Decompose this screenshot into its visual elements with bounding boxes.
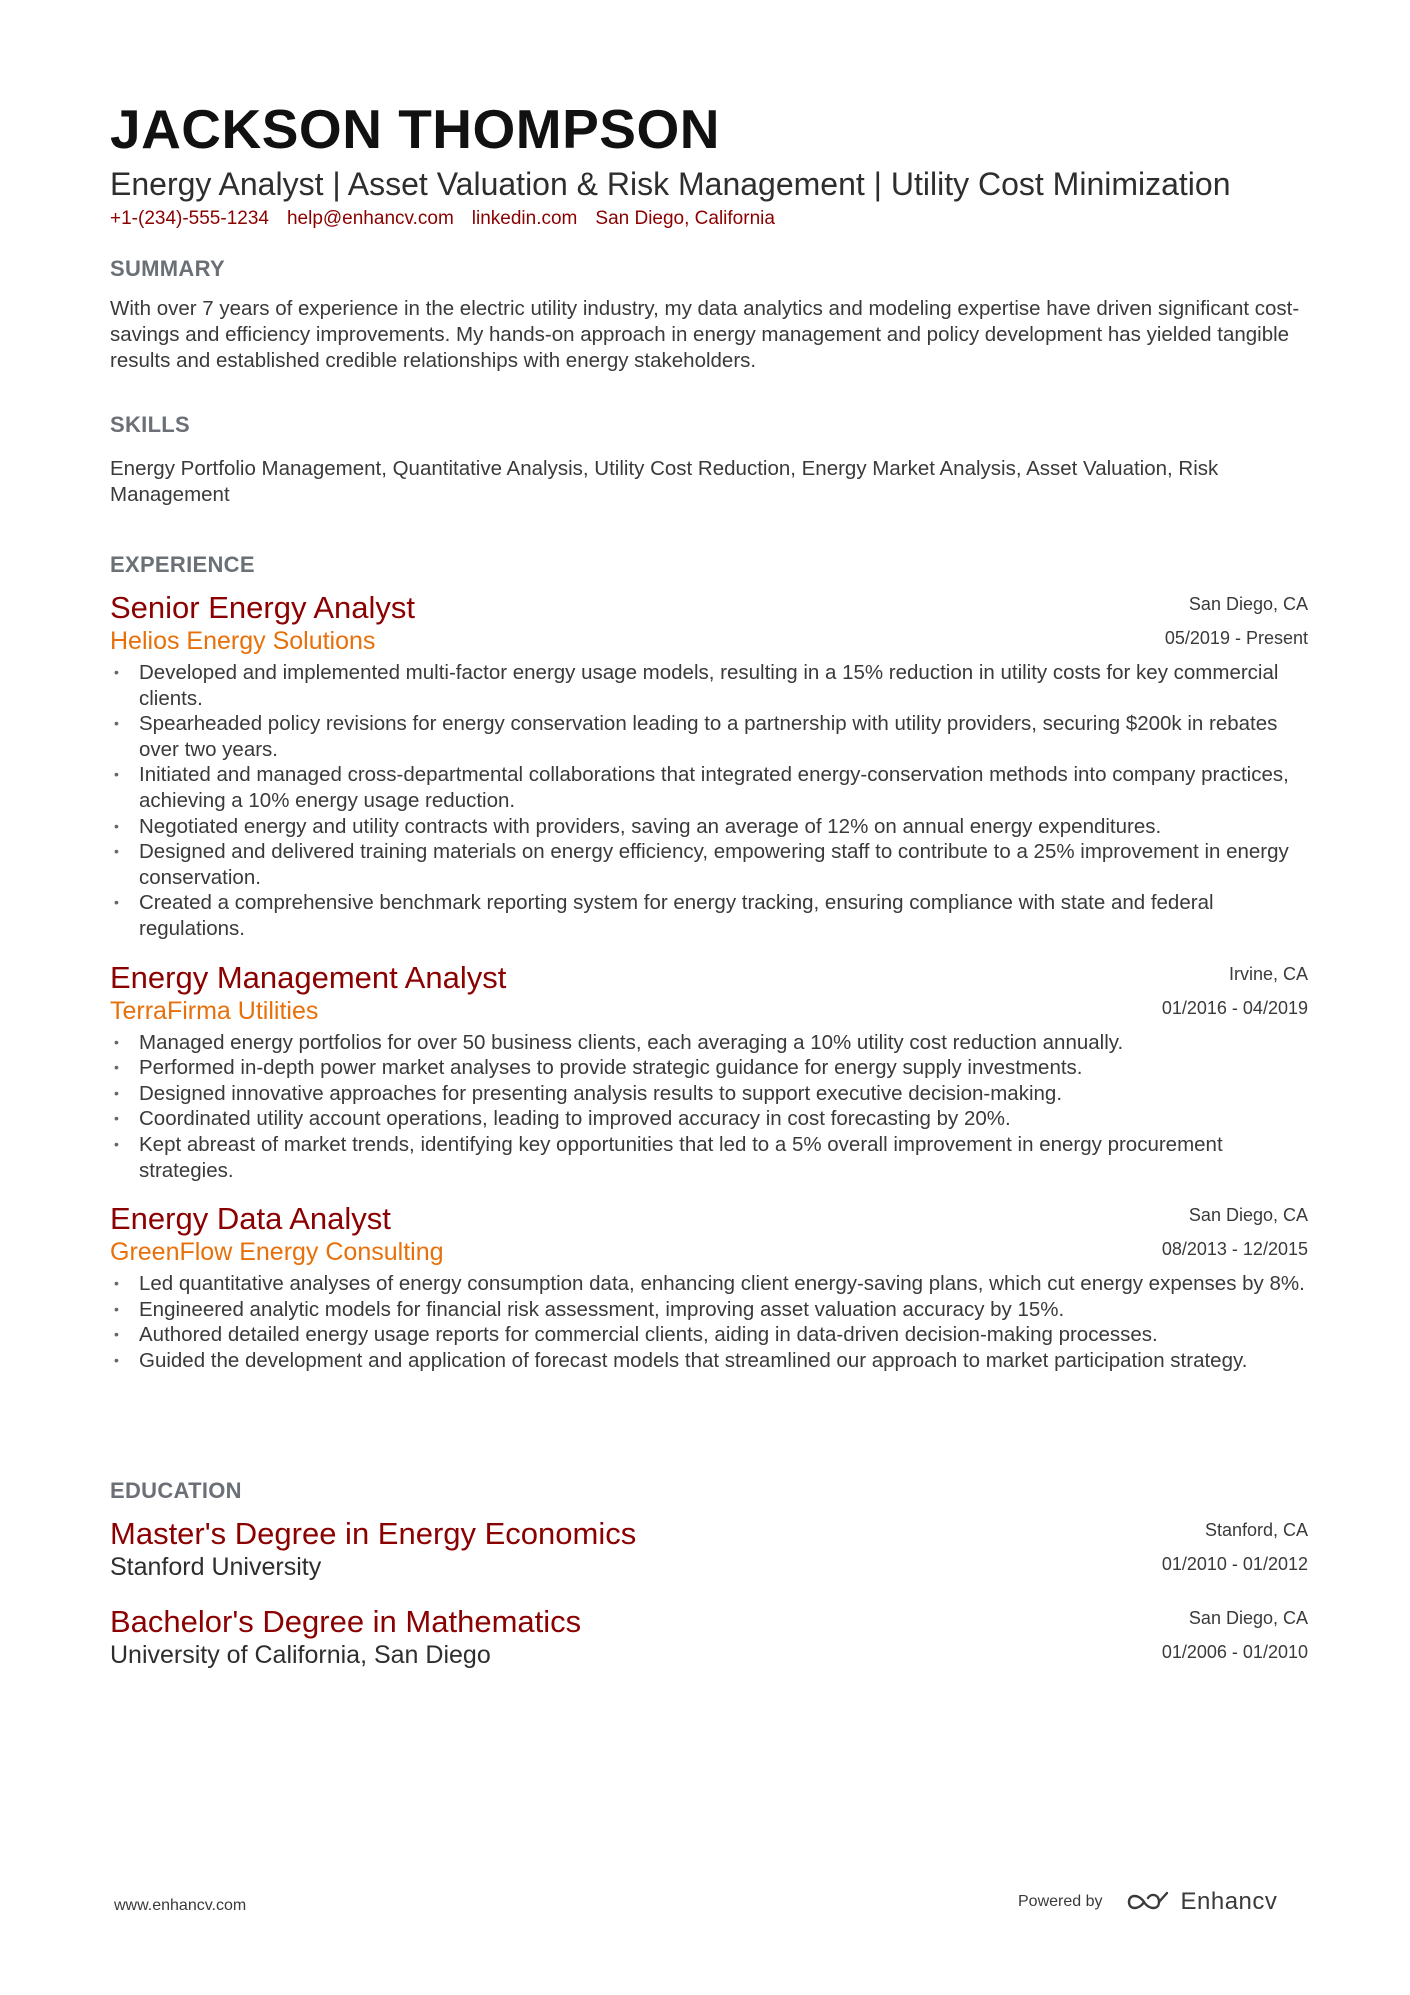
entry-dates: 01/2006 - 01/2010	[1161, 1642, 1308, 1662]
company-name: Helios Energy Solutions	[110, 627, 376, 655]
section-title-summary: SUMMARY	[110, 256, 225, 281]
entry-location: San Diego, CA	[1188, 594, 1308, 614]
company-name: GreenFlow Energy Consulting	[110, 1238, 444, 1267]
summary-text: With over 7 years of experience in the electric utility industry, my data analytics and modeling expertise have driven significant cost-savings and efficiency improvements. My hands-on approach in energy management and policy development has yielded tangible results and established credible relationships with energy stakeholders.	[110, 297, 1300, 372]
job-bullet: • Initiated and managed cross-departmental collaborations that integrated energy-conservation methods into company practices, achieving a 10% energy usage reduction.	[110, 762, 1308, 813]
entry-location: Irvine, CA	[1228, 963, 1308, 984]
powered-by-label: Powered by	[1018, 1893, 1103, 1910]
entry-dates: 01/2016 - 04/2019	[1161, 997, 1308, 1018]
experience-section	[110, 552, 1308, 1373]
job-bullets	[110, 660, 1308, 942]
section-title-experience: EXPERIENCE	[110, 552, 255, 577]
experience-entry	[110, 960, 1308, 1184]
candidate-name: JACKSON THOMPSON	[110, 98, 720, 160]
job-bullet: • Led quantitative analyses of energy consumption data, enhancing client energy-saving plans, which cut energy expenses by 8%.	[110, 1271, 1308, 1297]
job-bullet: • Negotiated energy and utility contracts with providers, saving an average of 12% on annual energy expenditures.	[110, 814, 1308, 840]
section-title-education: EDUCATION	[110, 1478, 242, 1503]
footer-website[interactable]: www.enhancv.com	[114, 1897, 247, 1914]
skills-section	[110, 412, 1308, 508]
entry-dates: 05/2019 - Present	[1164, 628, 1308, 648]
entry-location: Stanford, CA	[1204, 1520, 1308, 1540]
experience-entry	[110, 1201, 1308, 1373]
education-section	[110, 1478, 1308, 1670]
job-bullet: • Designed and delivered training materials on energy efficiency, empowering staff to contribute to a 25% improvement in energy conservation.	[110, 839, 1308, 890]
resume-page	[110, 96, 1308, 1669]
job-bullet: • Developed and implemented multi-factor energy usage models, resulting in a 15% reduction in utility costs for key commercial clients.	[110, 660, 1308, 711]
experience-entry	[110, 590, 1308, 942]
job-bullet: • Kept abreast of market trends, identifying key opportunities that led to a 5% overall improvement in energy procurement strategies.	[110, 1132, 1308, 1183]
brand-name: Enhancv	[1180, 1888, 1278, 1915]
job-bullet: • Authored detailed energy usage reports for commercial clients, aiding in data-driven decision-making processes.	[110, 1322, 1308, 1348]
school-name: Stanford University	[110, 1553, 322, 1581]
job-bullet: • Spearheaded policy revisions for energy conservation leading to a partnership with utility providers, securing $200k in rebates over two years.	[110, 711, 1308, 762]
degree-title: Master's Degree in Energy Economics	[110, 1516, 637, 1551]
degree-title: Bachelor's Degree in Mathematics	[110, 1604, 582, 1639]
education-entry	[110, 1604, 1308, 1670]
job-title: Energy Data Analyst	[110, 1201, 391, 1237]
school-name: University of California, San Diego	[110, 1641, 491, 1669]
job-bullet: • Performed in-depth power market analyses to provide strategic guidance for energy supply investments.	[110, 1055, 1308, 1081]
contact-info	[110, 208, 1308, 230]
candidate-headline: Energy Analyst | Asset Valuation & Risk Management | Utility Cost Minimization	[110, 166, 1231, 202]
job-bullet: • Engineered analytic models for financial risk assessment, improving asset valuation accuracy by 15%.	[110, 1297, 1308, 1323]
contact-linkedin[interactable]: linkedin.com	[471, 208, 578, 229]
contact-phone[interactable]: +1-(234)-555-1234	[110, 208, 269, 229]
section-title-skills: SKILLS	[110, 412, 191, 437]
entry-location: San Diego, CA	[1188, 1608, 1308, 1628]
job-bullets	[110, 1271, 1308, 1373]
company-name: TerraFirma Utilities	[110, 996, 319, 1025]
brand-logo[interactable]	[1125, 1888, 1278, 1916]
job-bullet: • Managed energy portfolios for over 50 business clients, each averaging a 10% utility cost reduction annually.	[110, 1030, 1308, 1056]
infinity-logo-icon	[1125, 1889, 1171, 1915]
entry-dates: 08/2013 - 12/2015	[1161, 1239, 1308, 1260]
contact-location: San Diego, California	[595, 208, 775, 229]
job-title: Energy Management Analyst	[110, 959, 507, 995]
entry-dates: 01/2010 - 01/2012	[1161, 1554, 1308, 1574]
skills-text: Energy Portfolio Management, Quantitative Analysis, Utility Cost Reduction, Energy Market Analysis, Asset Valuation, Risk Management	[110, 457, 1219, 506]
summary-section	[110, 256, 1308, 374]
education-entry	[110, 1516, 1308, 1582]
job-bullet: • Coordinated utility account operations, leading to improved accuracy in cost forecasting by 20%.	[110, 1106, 1308, 1132]
job-bullet: • Guided the development and application of forecast models that streamlined our approach to market participation strategy.	[110, 1348, 1308, 1374]
job-bullet: • Designed innovative approaches for presenting analysis results to support executive decision-making.	[110, 1081, 1308, 1107]
job-bullets	[110, 1030, 1308, 1184]
entry-location: San Diego, CA	[1188, 1205, 1308, 1226]
footer-branding	[1018, 1888, 1277, 1916]
job-title: Senior Energy Analyst	[110, 590, 416, 625]
contact-email[interactable]: help@enhancv.com	[286, 208, 454, 229]
job-bullet: • Created a comprehensive benchmark reporting system for energy tracking, ensuring compliance with state and federal regulations.	[110, 890, 1308, 941]
